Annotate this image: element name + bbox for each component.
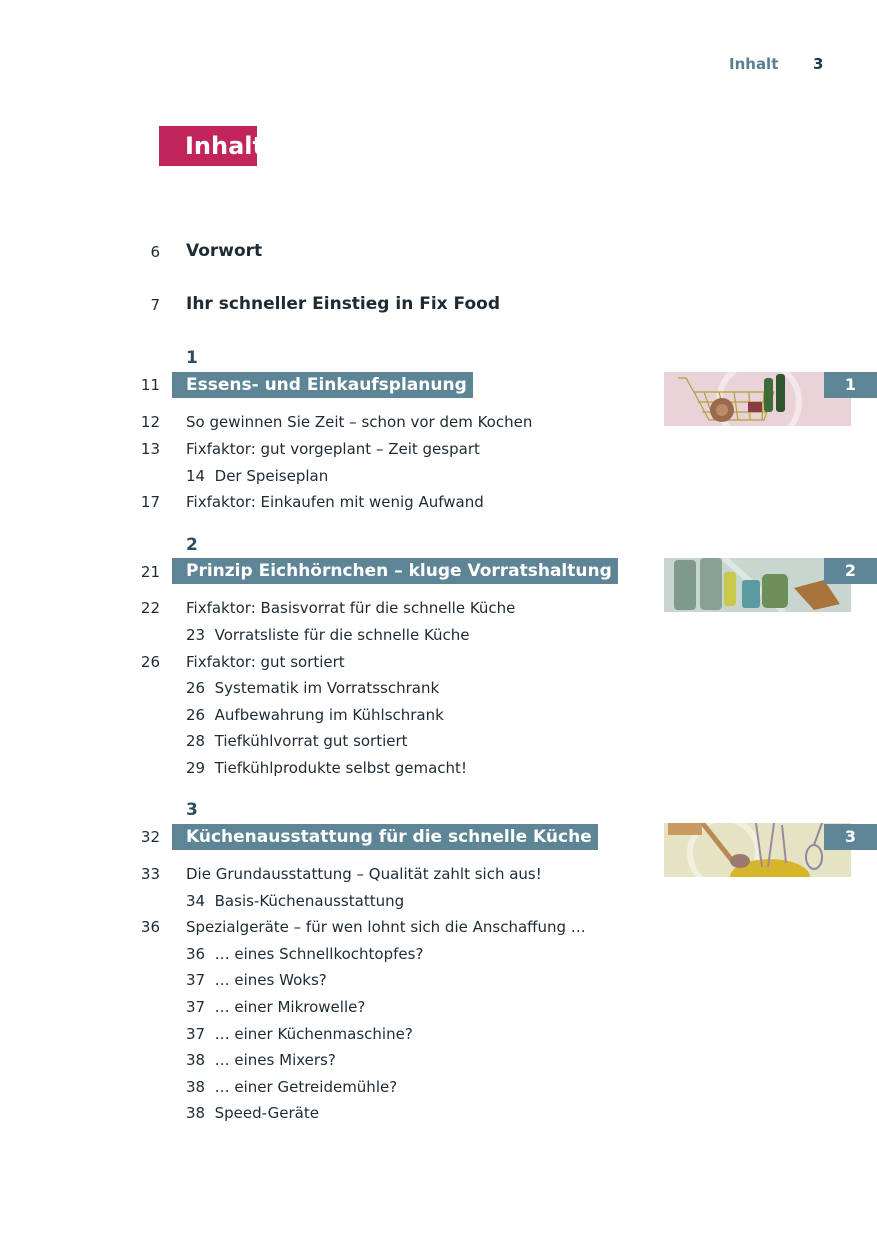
- toc-page-number: 36: [140, 918, 160, 936]
- toc-entry: Spezialgeräte – für wen lohnt sich die Anschaffung …: [186, 918, 586, 936]
- toc-page-number: 23: [186, 626, 206, 644]
- running-head-page-number: 3: [813, 55, 824, 73]
- toc-page-number: 13: [140, 440, 160, 458]
- toc-entry: Fixfaktor: gut vorgeplant – Zeit gespart: [186, 440, 480, 458]
- toc-page-number: 28: [186, 732, 206, 750]
- toc-subentry-label: … eines Mixers?: [214, 1051, 336, 1069]
- toc-page-number: 38: [186, 1078, 206, 1096]
- toc-subentry-label: Vorratsliste für die schnelle Küche: [214, 626, 470, 644]
- toc-page-number: 26: [186, 679, 206, 697]
- toc-subentry-label: Speed-Geräte: [214, 1104, 319, 1122]
- toc-entry-einstieg: Ihr schneller Einstieg in Fix Food: [186, 294, 501, 314]
- shopping-cart-illustration: [664, 372, 851, 426]
- toc-page-number: 22: [140, 599, 160, 617]
- toc-entry-vorwort: Vorwort: [186, 241, 263, 261]
- jars-illustration: [664, 558, 851, 612]
- toc-subentry: [186, 998, 365, 1016]
- toc-entry: Fixfaktor: Basisvorrat für die schnelle Küche: [186, 599, 516, 617]
- chapter-tab: 1: [824, 372, 877, 398]
- chapter-page-number: 32: [140, 828, 160, 846]
- chapter-tab: 2: [824, 558, 877, 584]
- chapter-title-bar: Küchenausstattung für die schnelle Küche: [172, 824, 598, 850]
- chapter-page-number: 21: [140, 563, 160, 581]
- toc-subentry: [186, 679, 439, 697]
- chapter-title-bar: Prinzip Eichhörnchen – kluge Vorratshaltung: [172, 558, 618, 584]
- toc-page-number: 37: [186, 971, 206, 989]
- toc-page-number: 37: [186, 1025, 206, 1043]
- toc-subentry-label: … eines Woks?: [214, 971, 327, 989]
- toc-subentry: [186, 945, 423, 963]
- toc-page-number: 26: [140, 653, 160, 671]
- toc-page-number: 38: [186, 1104, 206, 1122]
- toc-page-number: 38: [186, 1051, 206, 1069]
- toc-subentry-label: Tiefkühlvorrat gut sortiert: [214, 732, 408, 750]
- toc-subentry-label: … einer Mikrowelle?: [214, 998, 366, 1016]
- toc-subentry: [186, 1051, 336, 1069]
- toc-entry: Die Grundausstattung – Qualität zahlt sich aus!: [186, 865, 542, 883]
- chapter-number: 2: [186, 535, 198, 555]
- toc-subentry-label: Systematik im Vorratsschrank: [214, 679, 440, 697]
- toc-page-number: 33: [140, 865, 160, 883]
- toc-page-number: 36: [186, 945, 206, 963]
- toc-subentry: [186, 706, 444, 724]
- toc-subentry: [186, 1078, 397, 1096]
- running-head-title: Inhalt: [729, 55, 779, 73]
- toc-page-number: 12: [140, 413, 160, 431]
- toc-subentry-label: … einer Getreidemühle?: [214, 1078, 398, 1096]
- chapter-number: 3: [186, 800, 198, 820]
- chapter-tab: 3: [824, 824, 877, 850]
- toc-subentry: [186, 1025, 413, 1043]
- chapter-title-bar: Essens- und Einkaufsplanung: [172, 372, 473, 398]
- toc-entry: So gewinnen Sie Zeit – schon vor dem Kochen: [186, 413, 533, 431]
- toc-page-number: 17: [140, 493, 160, 511]
- toc-entry: Fixfaktor: Einkaufen mit wenig Aufwand: [186, 493, 484, 511]
- toc-subentry: [186, 892, 404, 910]
- toc-subentry-label: Basis-Küchenausstattung: [214, 892, 405, 910]
- chapter-page-number: 11: [140, 376, 160, 394]
- toc-subentry-label: … einer Küchenmaschine?: [214, 1025, 413, 1043]
- toc-page-number: 29: [186, 759, 206, 777]
- toc-subentry: [186, 732, 408, 750]
- toc-page-number: 26: [186, 706, 206, 724]
- toc-subentry: [186, 467, 328, 485]
- page-title: Inhalt: [159, 126, 257, 166]
- toc-subentry-label: Tiefkühlprodukte selbst gemacht!: [214, 759, 467, 777]
- toc-subentry: [186, 626, 470, 644]
- toc-page-number: 37: [186, 998, 206, 1016]
- toc-subentry: [186, 1104, 319, 1122]
- toc-page-number: 14: [186, 467, 206, 485]
- toc-subentry-label: Aufbewahrung im Kühlschrank: [214, 706, 444, 724]
- toc-subentry-label: Der Speiseplan: [214, 467, 329, 485]
- toc-subentry-label: … eines Schnellkochtopfes?: [214, 945, 424, 963]
- toc-page-number: 34: [186, 892, 206, 910]
- toc-subentry: [186, 759, 467, 777]
- chapter-number: 1: [186, 348, 198, 368]
- toc-subentry: [186, 971, 327, 989]
- kitchen-tools-illustration: [664, 823, 851, 877]
- toc-entry: Fixfaktor: gut sortiert: [186, 653, 345, 671]
- toc-page-number: 7: [150, 296, 160, 314]
- toc-page-number: 6: [150, 243, 160, 261]
